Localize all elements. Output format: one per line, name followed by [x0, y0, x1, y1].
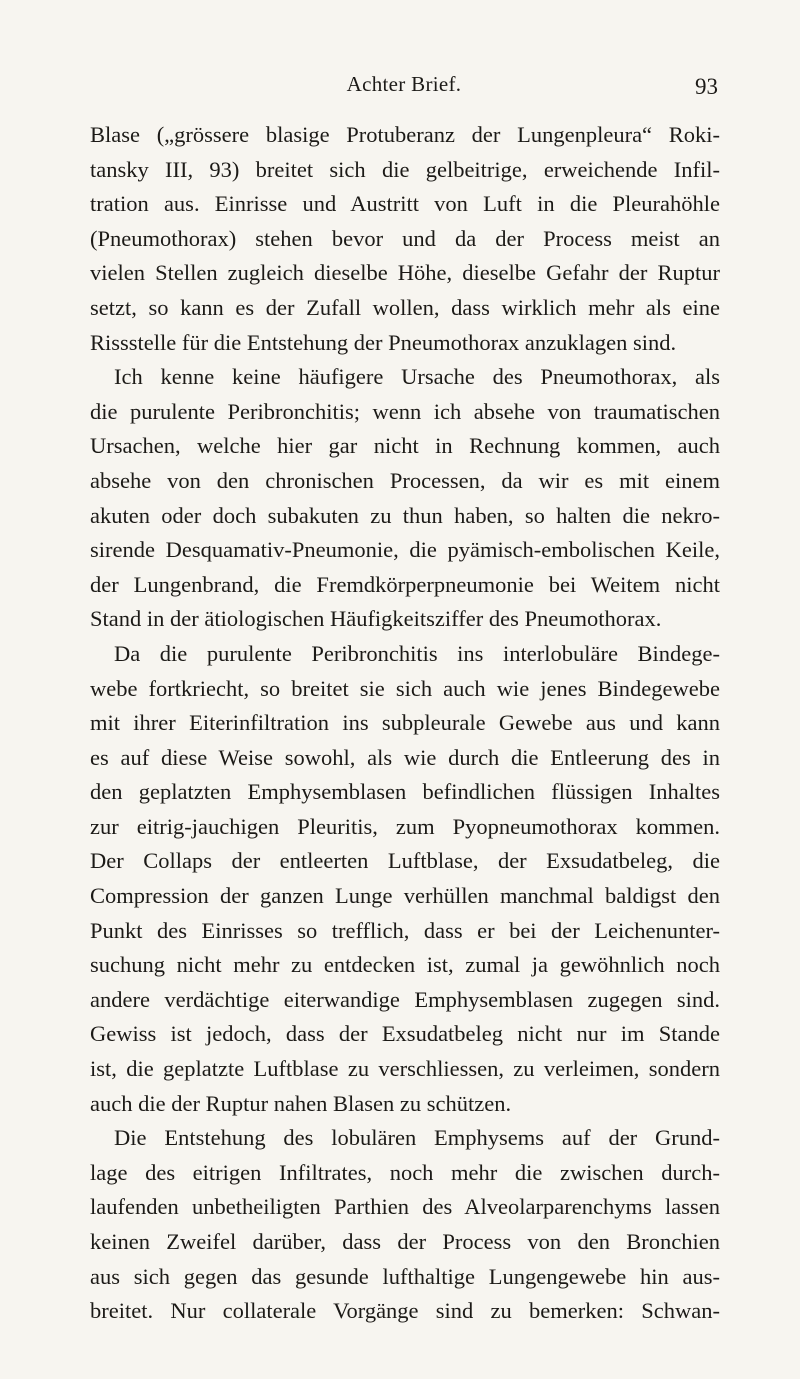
text-line: ist, die geplatzte Luftblase zu verschliessen, zu verleimen, sondern — [90, 1056, 720, 1082]
text-line: andere verdächtige eiterwandige Emphysemblasen zugegen sind. — [90, 986, 720, 1012]
text-line: laufenden unbetheiligten Parthien des Alveolarparenchyms lassen — [90, 1194, 720, 1220]
text-line: die purulente Peribronchitis; wenn ich absehe von traumatischen — [90, 398, 720, 424]
text-line: suchung nicht mehr zu entdecken ist, zumal ja gewöhnlich noch — [90, 952, 720, 978]
text-line: (Pneumothorax) stehen bevor und da der Process meist an — [90, 225, 720, 251]
running-head — [90, 72, 718, 102]
text-line: keinen Zweifel darüber, dass der Process von den Bronchien — [90, 1229, 720, 1254]
text-line: webe fortkriecht, so breitet sie sich auch wie jenes Bindegewebe — [90, 675, 720, 701]
text-line: Blase („grössere blasige Protuberanz der Lungenpleura“ Roki- — [90, 122, 720, 147]
text-line: breitet. Nur collaterale Vorgänge sind zu bemerken: Schwan- — [90, 1298, 720, 1324]
text-line: auch die der Ruptur nahen Blasen zu schützen. — [90, 1090, 512, 1116]
body-text — [90, 118, 720, 1329]
page-number: 93 — [695, 74, 718, 99]
text-line: tration aus. Einrisse und Austritt von Luft in die Pleurahöhle — [90, 191, 720, 217]
text-line: Der Collaps der entleerten Luftblase, der Exsudatbeleg, die — [90, 848, 720, 874]
text-line: Rissstelle für die Entstehung der Pneumothorax anzuklagen sind. — [90, 329, 677, 355]
text-line: der Lungenbrand, die Fremdkörperpneumonie bei Weitem nicht — [90, 571, 720, 597]
text-line: mit ihrer Eiterinfiltration ins subpleurale Gewebe aus und kann — [90, 710, 720, 736]
text-line: den geplatzten Emphysemblasen befindlichen flüssigen Inhaltes — [90, 779, 720, 805]
text-line: zur eitrig-jauchigen Pleuritis, zum Pyopneumothorax kommen. — [90, 813, 720, 839]
text-line: es auf diese Weise sowohl, als wie durch die Entleerung des in — [90, 744, 720, 770]
text-line: akuten oder doch subakuten zu thun haben, so halten die nekro- — [90, 502, 720, 528]
text-line: sirende Desquamativ-Pneumonie, die pyämisch-embolischen Keile, — [90, 537, 720, 563]
running-title: Achter Brief. — [346, 72, 462, 96]
text-line: aus sich gegen das gesunde lufthaltige Lungengewebe hin aus- — [90, 1263, 720, 1289]
text-line: Punkt des Einrisses so trefflich, dass er bei der Leichenunter- — [90, 917, 720, 943]
text-line: Ich kenne keine häufigere Ursache des Pneumothorax, als — [114, 364, 720, 390]
text-line: Die Entstehung des lobulären Emphysems auf der Grund- — [114, 1125, 720, 1151]
text-line: lage des eitrigen Infiltrates, noch mehr die zwischen durch- — [90, 1159, 720, 1185]
text-line: Ursachen, welche hier gar nicht in Rechnung kommen, auch — [90, 433, 720, 459]
text-line: vielen Stellen zugleich dieselbe Höhe, dieselbe Gefahr der Ruptur — [90, 260, 720, 286]
text-line: Compression der ganzen Lunge verhüllen manchmal baldigst den — [90, 883, 720, 909]
text-line: absehe von den chronischen Processen, da wir es mit einem — [90, 467, 720, 493]
text-line: Gewiss ist jedoch, dass der Exsudatbeleg nicht nur im Stande — [90, 1021, 720, 1047]
text-line: Stand in der ätiologischen Häufigkeitsziffer des Pneumothorax. — [90, 606, 662, 632]
text-line: Da die purulente Peribronchitis ins interlobuläre Bindege- — [114, 640, 720, 666]
text-line: setzt, so kann es der Zufall wollen, dass wirklich mehr als eine — [90, 294, 720, 320]
text-line: tansky III, 93) breitet sich die gelbeitrige, erweichende Infil- — [90, 156, 720, 182]
